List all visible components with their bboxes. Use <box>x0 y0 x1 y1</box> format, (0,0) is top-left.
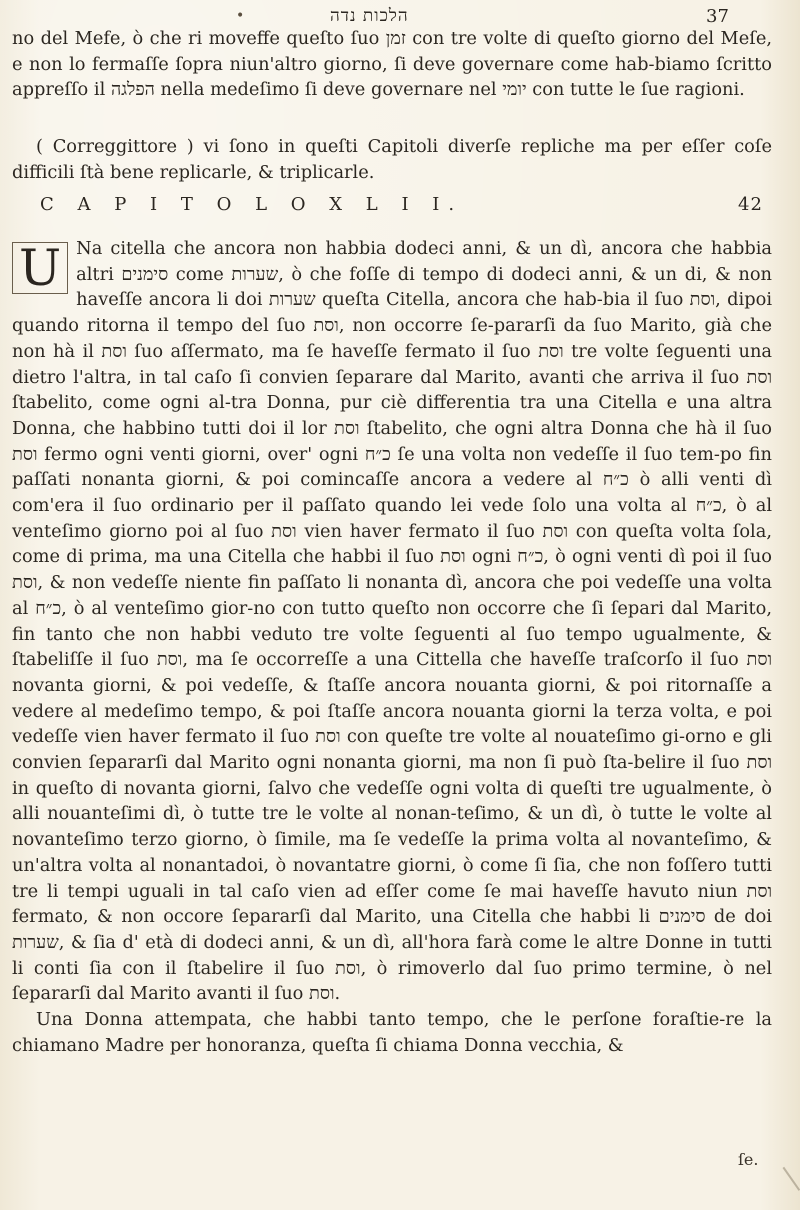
chapter-number: 42 <box>738 194 763 215</box>
page-edge-mark <box>768 1167 800 1201</box>
corrector-note-text: ( Correggittore ) vi ſono in queſti Capitoli diverſe repliche ma per eſſer coſe difficili ſtà bene replicarle, & triplicarle. <box>12 136 772 183</box>
chapter-paragraph <box>12 236 772 1007</box>
drop-cap-initial: U <box>12 242 68 294</box>
intro-paragraph <box>12 26 772 103</box>
chapter-paragraph-text: Na citella che ancora non habbia dodeci anni, & un dì, ancora che habbia altri סימנים come שערות, ò che foſſe di tempo di dodeci anni, & un di, & non haveſſe ancora li doi שערות queſta Citella, ancora che hab-bia il ſuo וסת, dipoi quando ritorna il tempo del ſuo וסת, non occorre ſe-pararſi da ſuo Marito, già che non hà il וסת ſuo aſſermato, ma ſe haveſſe fermato il ſuo וסת tre volte ſeguenti una dietro l'altra, in tal caſo ſi convien ſeparare dal Marito, avanti che arriva il ſuo וסת ſtabelito, come ogni al-tra Donna, pur ciè differentia tra una Citella e una altra Donna, che habbino tutti doi il lor וסת ſtabelito, che ogni altra Donna che hà il ſuo וסת fermo ogni venti giorni, over' ogni כ״ח ſe una volta non vedeſſe il ſuo tem-po fin paſſati nonanta giorni, & poi comincaſſe ancora a vedere al כ״ח ò alli venti dì com'era il ſuo ordinario per il paſſato quando lei vede ſolo una volta al כ״ח, ò al venteſimo giorno poi al ſuo וסת vien haver fermato il ſuo וסת con queſta volta ſola, come di prima, ma una Citella che habbi il ſuo וסת ogni כ״ח, ò ogni venti dì poi il ſuo וסת, & non vedeſſe niente fin paſſato li nonanta dì, ancora che poi vedeſſe una volta al כ״ח, ò al venteſimo gior-no con tutto queſto non occorre che ſi ſepari dal Marito, fin tanto che non habbi veduto tre volte ſeguenti al ſuo tempo ugualmente, & ſtabeliſſe il ſuo וסת, ma ſe occorreſſe a una Cittella che haveſſe traſcorſo il ſuo וסת novanta giorni, & poi vedeſſe, & ſtaſſe ancora nouanta giorni, & poi ritornaſſe a vedere al medeſimo tempo, & poi ſtaſſe ancora nouanta giorni la terza volta, e poi vedeſſe vien haver fermato il ſuo וסת con queſte tre volte al nouateſimo gi-orno e gli convien ſepararſi dal Marito ogni nonanta giorni, ma non ſi può ſta-belire il ſuo וסת in queſto di novanta giorni, ſalvo che vedeſſe ogni volta di queſti tre ugualmente, ò alli nouanteſimi dì, ò tutte tre le volte al nonan-teſimo, & un dì, ò tutte le volte al novanteſimo terzo giorno, ò ſimile, ma ſe vedeſſe la prima volta al novanteſimo, & un'altra volta al nonantadoi, ò novantatre giorni, ò come ſi ſia, che non foſſero tutti tre li tempi uguali in tal caſo vien ad eſſer come ſe mai haveſſe havuto niun וסת fermato, & non occore ſepararſi dal Marito, una Citella che habbi li סימנים de doi שערות, & ſia d' età di dodeci anni, & un dì, all'hora farà come le altre Donne in tutti li conti ſia con il ſtabelire il ſuo וסת, ò rimoverlo dal ſuo primo termine, ò nel ſepararſi dal Marito avanti il ſuo וסת. <box>12 238 773 1005</box>
closing-paragraph-text: Una Donna attempata, che habbi tanto tempo, che le perſone foraſtie-re la chiamano Madre per honoranza, queſta ſi chiama Donna vecchia, & <box>12 1009 772 1056</box>
chapter-body <box>12 236 772 1059</box>
corrector-note <box>12 134 772 185</box>
closing-paragraph <box>12 1007 772 1058</box>
intro-text: no del Mefe, ò che ri moveffe queſto ſuo זמן con tre volte di queſto giorno del Meſe, e non lo fermaſſe ſopra niun'altro giorno, ſi deve governare come hab-biamo ſcritto appreſſo il הפלגה nella medeſimo ſi deve governare nel יומי con tutte le ſue ragioni. <box>12 28 772 101</box>
chapter-heading <box>40 194 763 222</box>
ornament-mark: • <box>236 8 245 24</box>
page-number: 37 <box>706 6 729 27</box>
chapter-title: C A P I T O L O X L I I. <box>40 194 464 215</box>
catchword: ſe. <box>738 1150 759 1169</box>
running-head: הלכות נדה <box>330 6 409 26</box>
